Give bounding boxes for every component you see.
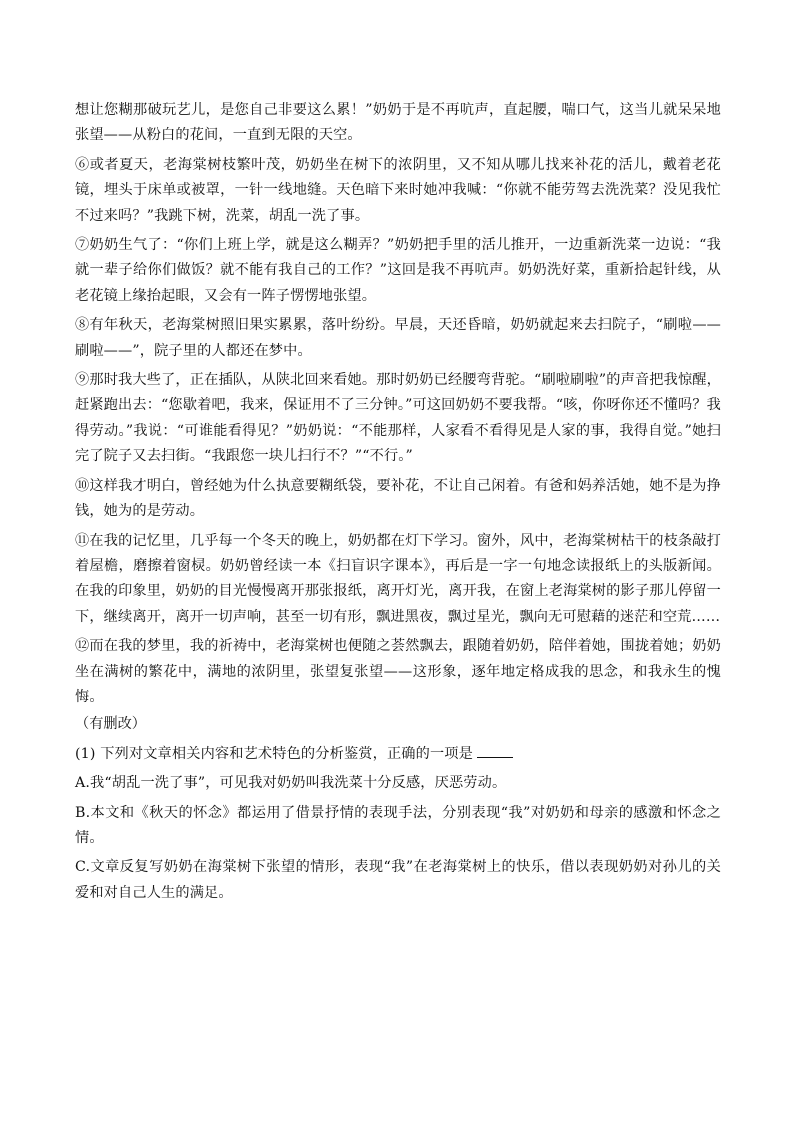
question-block xyxy=(75,742,721,906)
edit-note: （有删改） xyxy=(75,716,146,733)
paragraph-10: ⑩这样我才明白，曾经她为什么执意要糊纸袋，要补花，不让自己闲着。有爸和妈养活她，她不是为挣钱，她为的是劳动。 xyxy=(75,477,721,520)
paragraph-12: ⑫而在我的梦里，我的祈祷中，老海棠树也便随之荟然飘去，跟随着奶奶，陪伴着她，围拢着她；奶奶坐在满树的繁花中，满地的浓阴里，张望复张望——这形象，逐年地定格成我的思念，和我永生的愧悔。 xyxy=(75,638,721,705)
paragraph-6: ⑥或者夏天，老海棠树枝繁叶茂，奶奶坐在树下的浓阴里，又不知从哪儿找来补花的活儿，戴着老花镜，埋头于床单或被罩，一针一线地缝。天色暗下来时她冲我喊：“你就不能劳驾去洗洗菜？没见我忙不过来吗？”我跳下树，洗菜，胡乱一洗了事。 xyxy=(75,156,721,224)
option-c: C.文章反复写奶奶在海棠树下张望的情形，表现“我”在老海棠树上的快乐，借以表现奶奶对孙儿的关爱和对自己人生的满足。 xyxy=(75,859,721,901)
paragraph-11: ⑪在我的记忆里，几乎每一个冬天的晚上，奶奶都在灯下学习。窗外，风中，老海棠树枯干的枝条敲打着屋檐，磨擦着窗棂。奶奶曾经读一本《扫盲识字课本》，再后是一字一句地念读报纸上的头版新闻。在我的印象里，奶奶的目光慢慢离开那张报纸，离开灯光，离开我，在窗上老海棠树的影子那儿停留一下，继续离开，离开一切声响，甚至一切有形，飘进黑夜，飘过星光，飘向无可慰藉的迷茫和空荒…… xyxy=(75,532,721,625)
question-stem xyxy=(75,742,721,767)
option-a: A.我“胡乱一洗了事”，可见我对奶奶叫我洗菜十分反感，厌恶劳动。 xyxy=(75,775,507,792)
paragraph-9: ⑨那时我大些了，正在插队，从陕北回来看她。那时奶奶已经腰弯背驼。“刷啦刷啦”的声音把我惊醒，赶紧跑出去：“您歇着吧，我来，保证用不了三分钟。”可这回奶奶不要我帮。“咳，你呀你还不懂吗？我得劳动。”我说：“可谁能看得见？”奶奶说：“不能那样，人家看不看得见是人家的事，我得自觉。”她扫完了院子又去扫街。“我跟您一块儿扫行不？”“不行。” xyxy=(75,372,721,465)
document-body xyxy=(75,98,721,906)
answer-blank xyxy=(477,743,513,758)
paragraph-7: ⑦奶奶生气了：“你们上班上学，就是这么糊弄？”奶奶把手里的活儿推开，一边重新洗菜一边说：“我就一辈子给你们做饭？就不能有我自己的工作？”这回是我不再吭声。奶奶洗好菜，重新拾起针线，从老花镜上缘抬起眼，又会有一阵子愣愣地张望。 xyxy=(75,237,721,304)
paragraph-8: ⑧有年秋天，老海棠树照旧果实累累，落叶纷纷。早晨，天还昏暗，奶奶就起来去扫院子，“刷啦——刷啦——”，院子里的人都还在梦中。 xyxy=(75,317,721,359)
option-b: B.本文和《秋天的怀念》都运用了借景抒情的表现手法，分别表现“我”对奶奶和母亲的感激和怀念之情。 xyxy=(75,804,721,846)
paragraph-5-end: 想让您糊那破玩艺儿，是您自己非要这么累！”奶奶于是不再吭声，直起腰，喘口气，这当儿就呆呆地张望——从粉白的花间，一直到无限的天空。 xyxy=(75,102,721,144)
question-stem-text: (1) 下列对文章相关内容和艺术特色的分析鉴赏，正确的一项是 xyxy=(75,745,473,762)
